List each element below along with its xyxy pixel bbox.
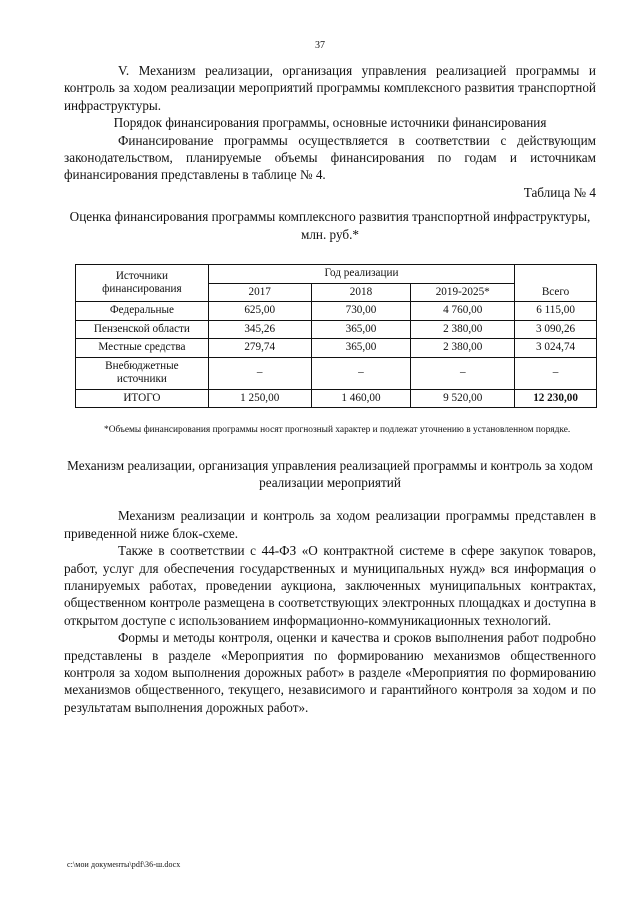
cell-2017: 345,26 [208, 320, 311, 339]
table-footnote: *Объемы финансирования программы носят прогнозный характер и подлежат уточнению в установленном порядке. [104, 425, 571, 436]
table-label: Таблица № 4 [523, 184, 596, 200]
total-2018: 1 460,00 [311, 389, 411, 408]
cell-2018: – [311, 357, 411, 389]
table-row [76, 357, 597, 389]
cell-total: 3 090,26 [515, 320, 597, 339]
header-year: 2019-2025* [411, 283, 515, 302]
body-paragraph: Механизм реализации и контроль за ходом реализации программы представлен в приведенной ниже блок-схеме. [64, 508, 596, 541]
row-source: Пензенской области [76, 320, 209, 339]
table-row [76, 302, 597, 321]
table-header-row [76, 265, 597, 284]
table-row [76, 320, 597, 339]
page-number: 37 [315, 40, 325, 51]
header-sources: Источники финансирования [76, 265, 209, 302]
body-paragraph: Также в соответствии с 44-ФЗ «О контрактной системе в сфере закупок товаров, работ, услуг для обеспечения государственных и муниципальных нужд» вся информация о планируемых работах, проведении аукциона, заключенных муниципальных контрактах, общественном контроле размещена в соответствующих электронных площадках и доступна в открытом доступе с использованием информационно-коммуникационных технологий. [64, 543, 596, 628]
row-source: Местные средства [76, 339, 209, 358]
body-paragraph: Формы и методы контроля, оценки и качества и сроков выполнения работ подробно представлены в разделе «Мероприятия по формированию механизмов общественного контроля за ходом выполнения дорожных работ» в разделе «Мероприятия по формированию механизмов общественного, текущего, независимого и гарантийного контроля за ходом и по результатам выполнения дорожных работ». [64, 630, 596, 715]
cell-2019-2025: 2 380,00 [411, 320, 515, 339]
table-title: Оценка финансирования программы комплексного развития транспортной инфраструктуры, млн. руб.* [69, 209, 591, 242]
row-source: Федеральные [76, 302, 209, 321]
cell-2019-2025: 2 380,00 [411, 339, 515, 358]
cell-total: – [515, 357, 597, 389]
header-year-group: Год реализации [208, 265, 514, 284]
cell-total: 3 024,74 [515, 339, 597, 358]
financing-subheading: Порядок финансирования программы, основные источники финансирования [113, 115, 547, 131]
mechanism-heading: Механизм реализации, организация управления реализацией программы и контроль за ходом реализации мероприятий [67, 457, 593, 490]
header-total: Всего [515, 265, 597, 302]
cell-2017: 279,74 [208, 339, 311, 358]
cell-2018: 365,00 [311, 320, 411, 339]
header-year: 2018 [311, 283, 411, 302]
footer-file-path: c:\мои документы\pdf\36-ш.docx [67, 860, 181, 869]
cell-2018: 730,00 [311, 302, 411, 321]
row-source: Внебюджетные источники [76, 357, 209, 389]
cell-total: 6 115,00 [515, 302, 597, 321]
total-2019-2025: 9 520,00 [411, 389, 515, 408]
financing-paragraph: Финансирование программы осуществляется в соответствии с действующим законодательством, планируемые объемы финансирования по годам и источникам финансирования представлены в таблице № 4. [64, 132, 596, 183]
table-row [76, 339, 597, 358]
section-heading: V. Механизм реализации, организация управления реализацией программы и контроль за ходом реализации мероприятий программы комплексного развития транспортной инфраструктуры. [64, 63, 596, 113]
table-total-row [76, 389, 597, 408]
grand-total: 12 230,00 [515, 389, 597, 408]
financing-table [75, 264, 597, 408]
cell-2017: – [208, 357, 311, 389]
cell-2018: 365,00 [311, 339, 411, 358]
header-year: 2017 [208, 283, 311, 302]
cell-2017: 625,00 [208, 302, 311, 321]
cell-2019-2025: 4 760,00 [411, 302, 515, 321]
document-body [64, 62, 596, 716]
total-label: ИТОГО [76, 389, 209, 408]
total-2017: 1 250,00 [208, 389, 311, 408]
cell-2019-2025: – [411, 357, 515, 389]
